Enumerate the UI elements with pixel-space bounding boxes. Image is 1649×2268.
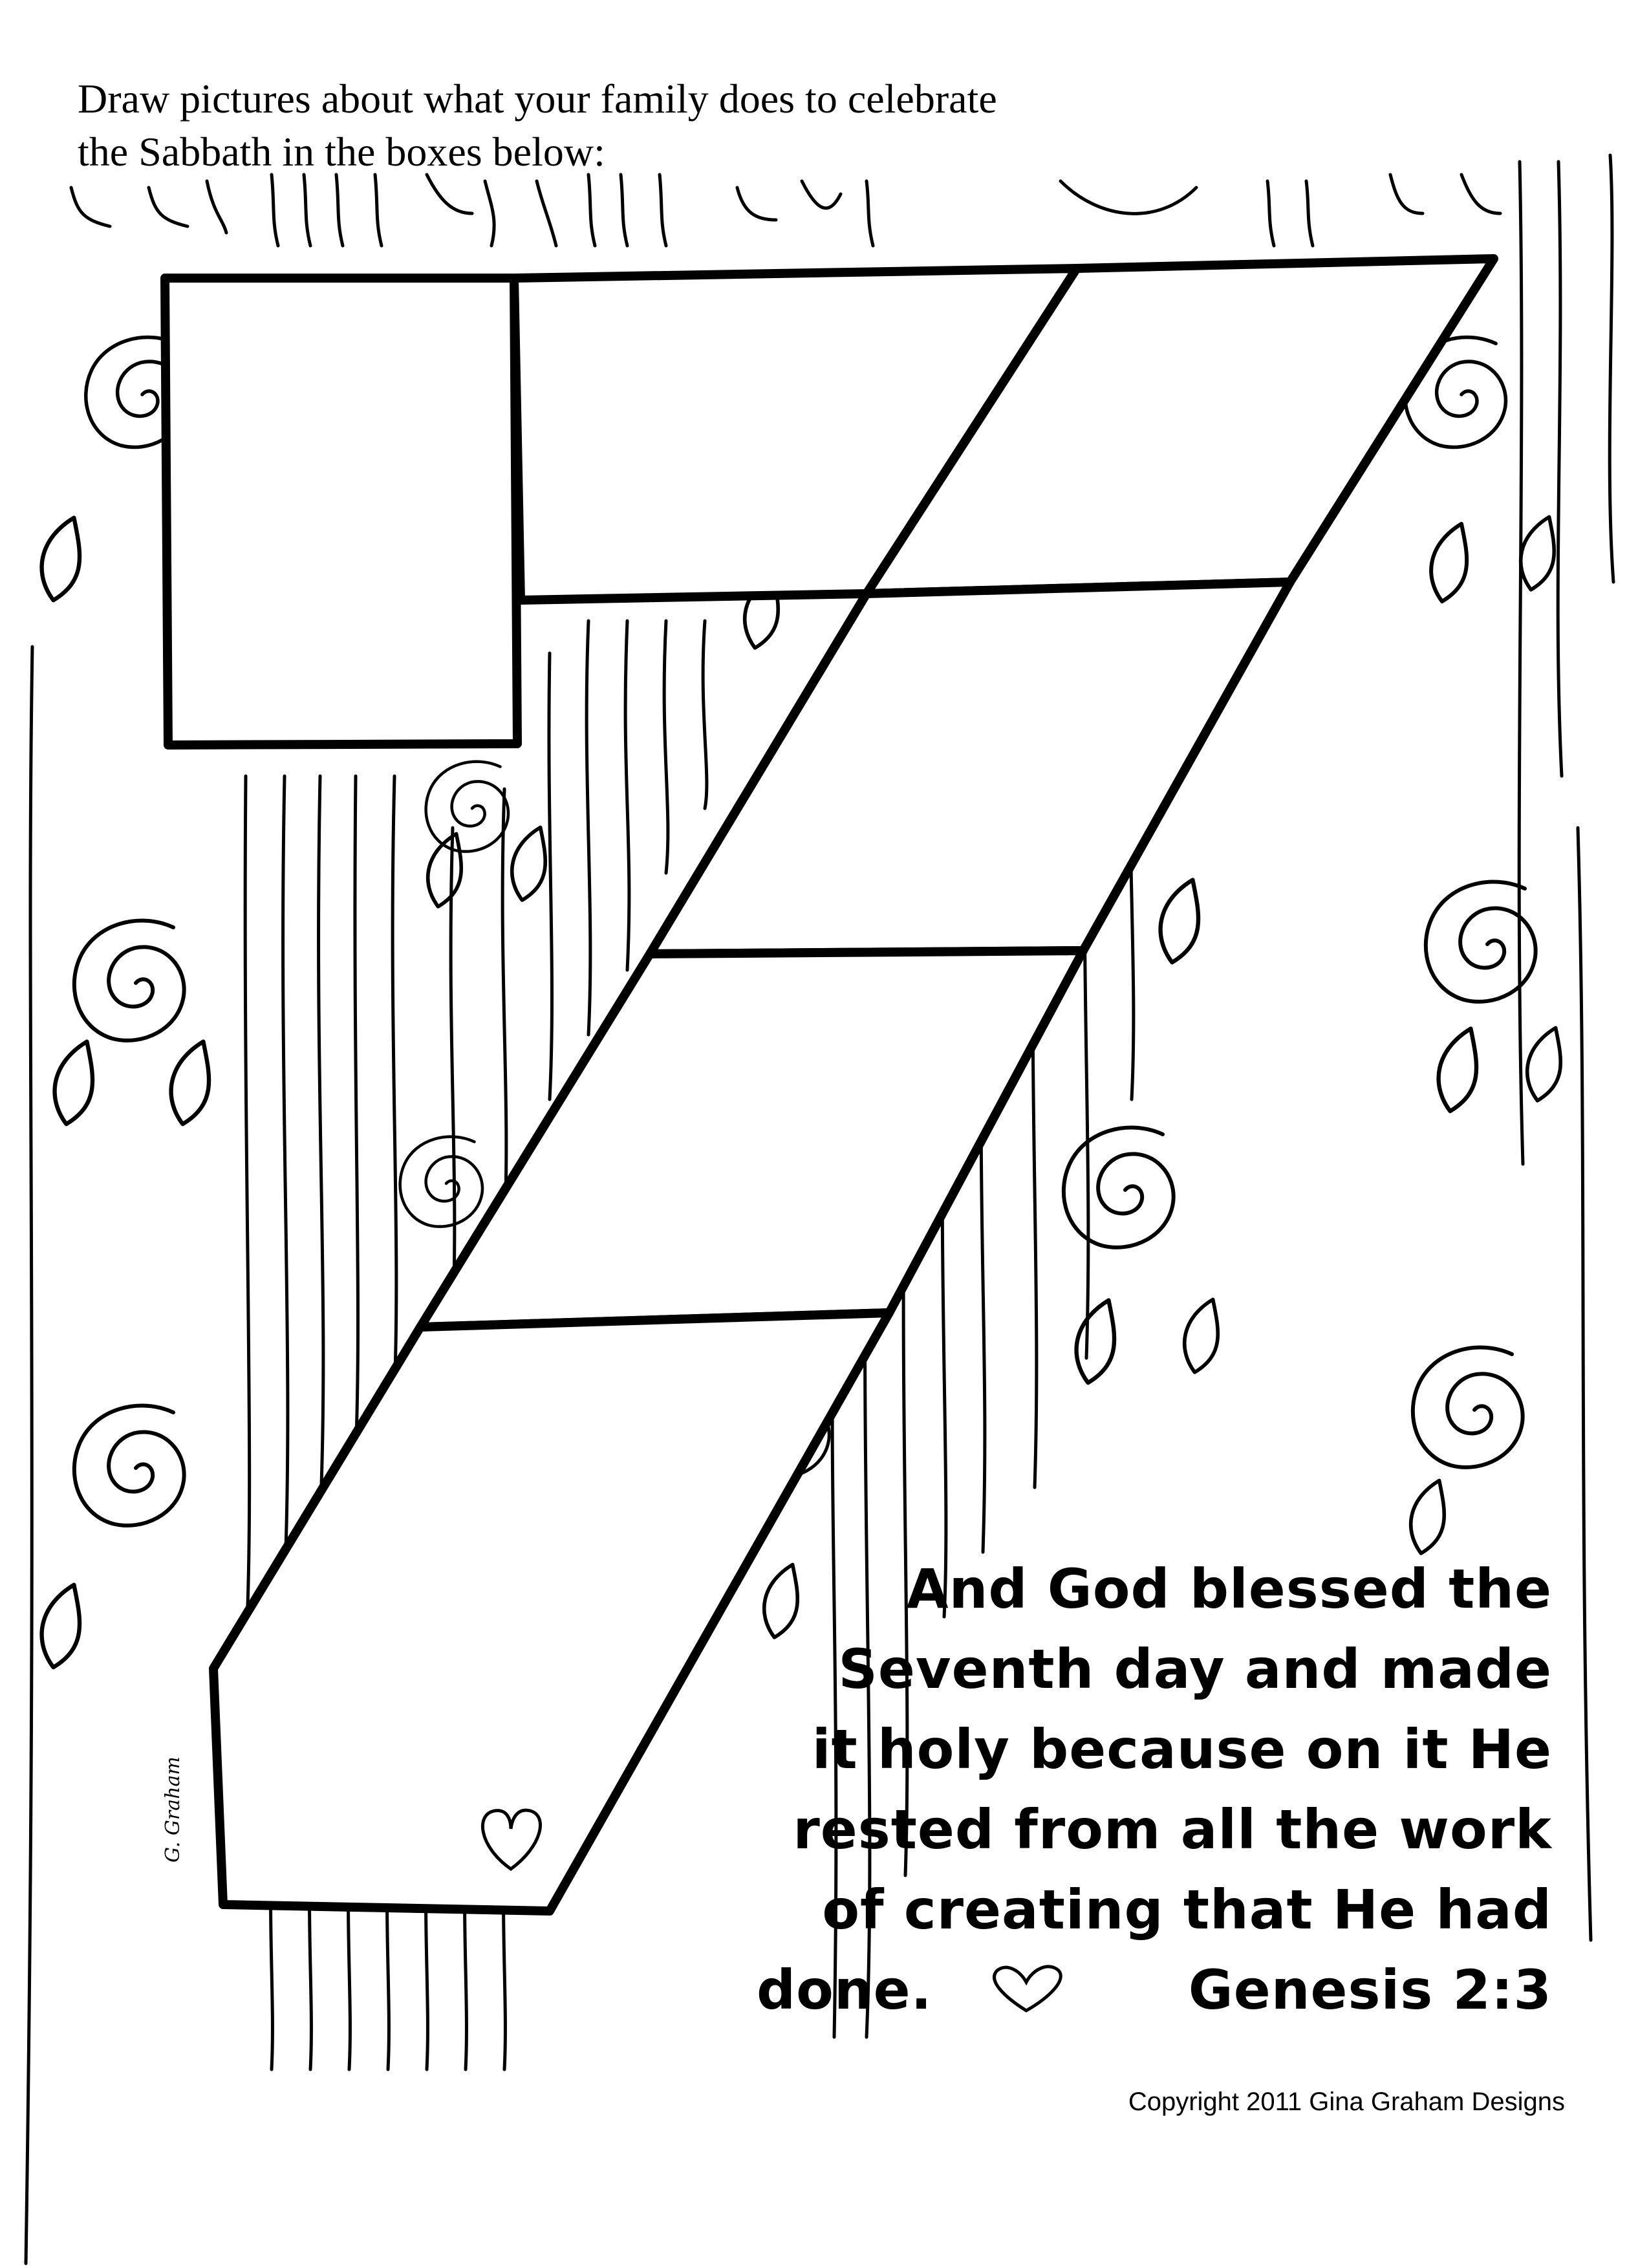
leaf-icon <box>1439 1029 1476 1112</box>
verse-line-5: of creating that He had <box>822 1878 1552 1941</box>
swirl-icon <box>1064 1128 1174 1247</box>
leaf-icon <box>1521 517 1555 590</box>
instructions-text <box>78 72 1242 178</box>
box-diagonal-2 <box>650 582 1290 954</box>
leaf-icon <box>428 834 462 907</box>
artist-signature: G. Graham <box>162 1756 184 1863</box>
swirl-icon <box>1413 1348 1523 1467</box>
verse-line-4: rested from all the work <box>793 1798 1552 1861</box>
leaf-icon <box>1185 1299 1218 1372</box>
instructions-line-2: the Sabbath in the boxes below: <box>78 129 605 175</box>
leaf-icon <box>1431 524 1467 601</box>
verse-last-word: done. <box>757 1958 932 2022</box>
swirl-icon <box>74 1406 184 1526</box>
leaf-icon <box>55 1042 92 1125</box>
leaf-icon <box>171 1042 209 1125</box>
swirl-icon <box>426 762 508 852</box>
leaf-icon <box>42 1585 80 1668</box>
instructions-line-1: Draw pictures about what your family does to celebrate <box>78 76 997 122</box>
verse-line-3: it holy because on it He <box>812 1718 1552 1781</box>
verse-reference: Genesis 2:3 <box>1188 1958 1552 2022</box>
bible-verse <box>750 1549 1552 2030</box>
leaf-icon <box>1527 1028 1561 1101</box>
leaf-icon <box>42 518 80 601</box>
verse-last-line <box>750 1950 1552 2030</box>
box-top-left <box>165 278 517 745</box>
swirl-icon <box>74 921 184 1041</box>
leaf-icon <box>1411 1480 1445 1553</box>
leaf-icon <box>512 827 546 900</box>
verse-line-2: Seventh day and made <box>838 1637 1552 1701</box>
heart-icon <box>984 1964 1068 2016</box>
leaf-icon <box>1161 880 1198 963</box>
verse-line-1: And God blessed the <box>906 1557 1552 1621</box>
copyright-notice: Copyright 2011 Gina Graham Designs <box>1128 2088 1565 2116</box>
leaf-icon <box>1077 1301 1114 1383</box>
swirl-icon <box>400 1137 482 1227</box>
